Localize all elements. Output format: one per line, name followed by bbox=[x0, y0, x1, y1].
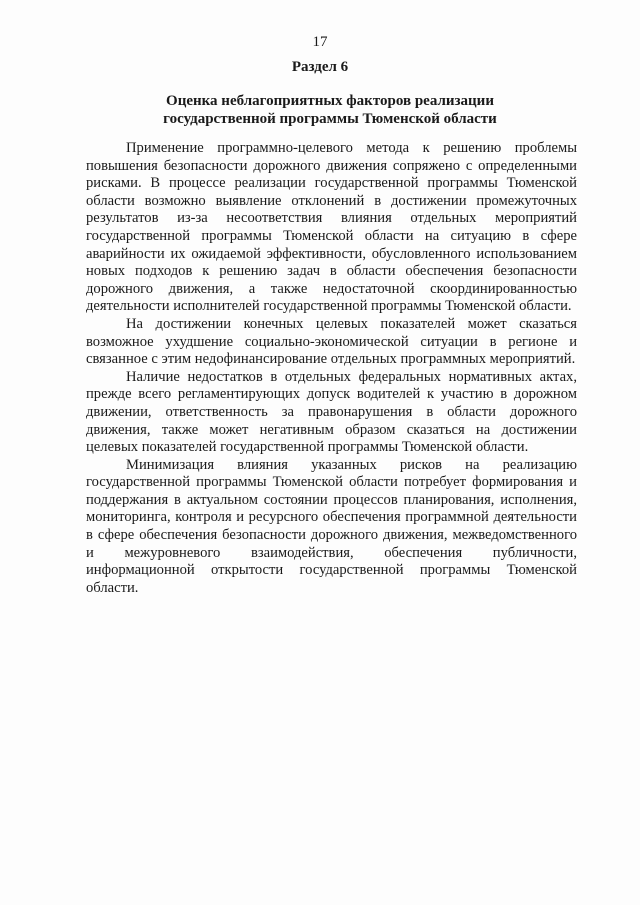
section-heading: Оценка неблагоприятных факторов реализации государственной программы Тюменской области bbox=[163, 93, 497, 127]
section-label: Раздел 6 bbox=[291, 59, 349, 75]
body-text bbox=[86, 140, 577, 597]
paragraph: Применение программно-целевого метода к решению проблемы повышения безопасности дорожного движения сопряжено с определенными рисками. В процессе реализации государственной программы Тюменской области возможно выявление отклонений в достижении промежуточных результатов из-за несоответствия влияния отдельных мероприятий государственной программы Тюменской области на ситуацию в сфере аварийности их ожидаемой эффективности, обусловленного использованием новых подходов к решению задач в области обеспечения безопасности дорожного движения, а также недостаточной скоординированностью деятельности исполнителей государственной программы Тюменской области. bbox=[86, 140, 577, 315]
paragraph: Минимизация влияния указанных рисков на реализацию государственной программы Тюменской области потребует формирования и поддержания в актуальном состоянии процессов планирования, исполнения, мониторинга, контроля и ресурсного обеспечения программной деятельности в сфере обеспечения безопасности дорожного движения, межведомственного и межуровневого взаимодействия, обеспечения публичности, информационной открытости государственной программы Тюменской области. bbox=[86, 456, 577, 596]
page-number: 17 bbox=[312, 34, 328, 50]
paragraph: Наличие недостатков в отдельных федеральных нормативных актах, прежде всего регламентирующих допуск водителей к участию в дорожном движении, ответственность за правонарушения в области дорожного движения, также может негативным образом сказаться на достижении целевых показателей государственной программы Тюменской области. bbox=[86, 368, 577, 456]
paragraph: На достижении конечных целевых показателей может сказаться возможное ухудшение социально-экономической ситуации в регионе и связанное с этим недофинансирование отдельных программных мероприятий. bbox=[86, 315, 577, 368]
